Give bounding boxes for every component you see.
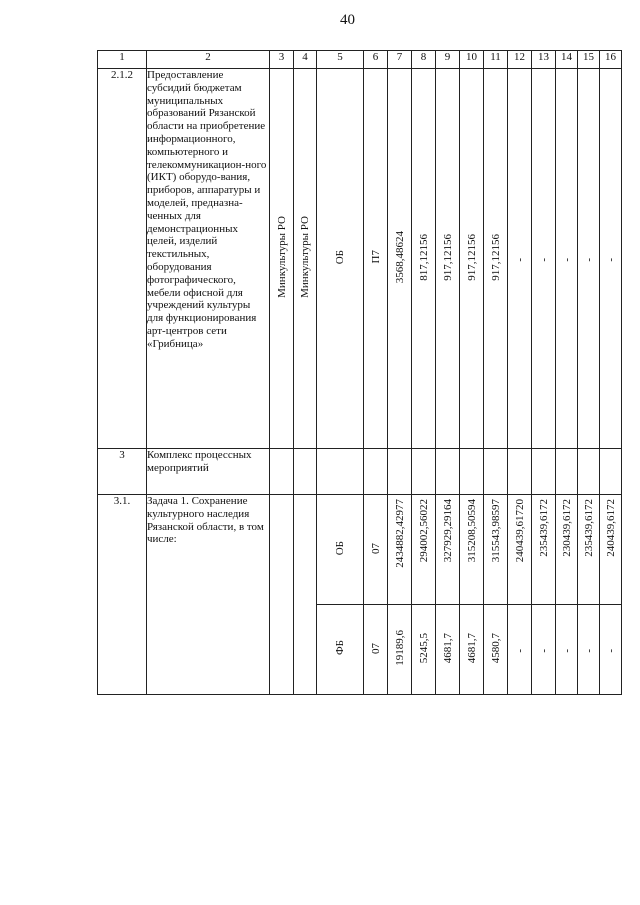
value-cell bbox=[600, 69, 622, 449]
value-text: 235439,6172 bbox=[582, 499, 595, 557]
coexecutor-text: Минкультуры РО bbox=[299, 216, 311, 298]
value-cell bbox=[600, 605, 622, 695]
source-cell bbox=[317, 495, 364, 605]
value-cell bbox=[556, 495, 578, 605]
value-text: 294002,56022 bbox=[417, 499, 430, 563]
value-cell bbox=[412, 69, 436, 449]
header-cell: 1 bbox=[98, 51, 147, 69]
value-cell bbox=[532, 495, 556, 605]
value-cell bbox=[436, 69, 460, 449]
row-name: Задача 1. Сохранение культурного наследия Рязанской области, в том числе: bbox=[147, 495, 270, 695]
header-cell: 6 bbox=[364, 51, 388, 69]
value-text: 19189,6 bbox=[393, 630, 406, 666]
value-text: 240439,6172 bbox=[604, 499, 617, 557]
table-row-3 bbox=[98, 449, 622, 495]
code-cell bbox=[364, 69, 388, 449]
value-cell bbox=[508, 69, 532, 449]
value-cell bbox=[484, 605, 508, 695]
value-cell bbox=[436, 495, 460, 605]
row-number: 3.1. bbox=[98, 495, 147, 695]
row-name: Предоставление субсидий бюджетам муниципальных образований Рязанской области на приобретение информационного, компьютерного и телекоммуникацион-ного (ИКТ) оборудо-вания, приборов, аппаратуры и моделей, предназна-ченных для демонстрационных целей, изделий текстильных, оборудования фотографического, мебели офисной для учреждений культуры для функционирования арт-центров сети «Грибница» bbox=[147, 69, 270, 449]
value-cell bbox=[556, 69, 578, 449]
row-number: 3 bbox=[98, 449, 147, 495]
executor-cell bbox=[270, 495, 294, 695]
header-cell: 4 bbox=[294, 51, 317, 69]
value-cell bbox=[556, 605, 578, 695]
header-cell: 2 bbox=[147, 51, 270, 69]
header-cell: 16 bbox=[600, 51, 622, 69]
value-cell bbox=[484, 69, 508, 449]
value-cell bbox=[388, 495, 412, 605]
source-text: ФБ bbox=[334, 640, 346, 656]
value-text: 917,12156 bbox=[441, 233, 454, 281]
value-text: 4681,7 bbox=[465, 632, 478, 664]
value-text: - bbox=[537, 648, 550, 653]
header-cell: 14 bbox=[556, 51, 578, 69]
value-text: 817,12156 bbox=[417, 233, 430, 281]
source-text: ОБ bbox=[334, 540, 346, 556]
value-cell bbox=[508, 495, 532, 605]
header-cell: 3 bbox=[270, 51, 294, 69]
code-text: 07 bbox=[369, 642, 382, 654]
page-number: 40 bbox=[340, 12, 355, 28]
value-cell bbox=[532, 605, 556, 695]
value-text: 4681,7 bbox=[441, 632, 454, 664]
budget-table bbox=[97, 50, 622, 695]
value-text: 2434882,42977 bbox=[393, 499, 406, 568]
value-text: - bbox=[537, 257, 550, 262]
coexecutor-cell bbox=[294, 69, 317, 449]
code-text: П7 bbox=[369, 250, 382, 264]
value-text: 230439,6172 bbox=[560, 499, 573, 557]
row-number: 2.1.2 bbox=[98, 69, 147, 449]
header-cell: 15 bbox=[578, 51, 600, 69]
value-cell bbox=[460, 69, 484, 449]
value-cell bbox=[412, 605, 436, 695]
value-cell bbox=[484, 495, 508, 605]
source-cell bbox=[317, 69, 364, 449]
source-cell bbox=[317, 605, 364, 695]
header-cell: 9 bbox=[436, 51, 460, 69]
value-cell bbox=[460, 495, 484, 605]
value-text: - bbox=[560, 648, 573, 653]
value-text: - bbox=[513, 257, 526, 262]
executor-text: Минкультуры РО bbox=[275, 216, 288, 298]
value-text: - bbox=[560, 257, 573, 262]
header-cell: 12 bbox=[508, 51, 532, 69]
header-cell: 5 bbox=[317, 51, 364, 69]
value-cell bbox=[508, 605, 532, 695]
value-cell bbox=[578, 605, 600, 695]
header-cell: 8 bbox=[412, 51, 436, 69]
value-text: - bbox=[582, 257, 595, 262]
value-text: - bbox=[513, 648, 526, 653]
value-cell bbox=[578, 69, 600, 449]
value-text: - bbox=[604, 257, 617, 262]
value-text: 917,12156 bbox=[489, 233, 502, 281]
value-cell bbox=[578, 495, 600, 605]
value-text: 315208,50594 bbox=[465, 499, 478, 563]
header-cell: 7 bbox=[388, 51, 412, 69]
value-text: - bbox=[582, 648, 595, 653]
header-cell: 13 bbox=[532, 51, 556, 69]
value-text: 235439,6172 bbox=[537, 499, 550, 557]
row-name: Комплекс процессных мероприятий bbox=[147, 449, 270, 495]
value-text: 3568,48624 bbox=[393, 230, 406, 284]
value-text: 327929,29164 bbox=[441, 499, 454, 563]
header-cell: 11 bbox=[484, 51, 508, 69]
value-text: 917,12156 bbox=[465, 233, 478, 281]
value-cell bbox=[600, 495, 622, 605]
table-row-3-1-ob bbox=[98, 495, 622, 605]
value-text: 4580,7 bbox=[489, 632, 502, 664]
value-cell bbox=[532, 69, 556, 449]
header-cell: 10 bbox=[460, 51, 484, 69]
table-row-2-1-2 bbox=[98, 69, 622, 449]
value-text: 315543,98597 bbox=[489, 499, 502, 563]
value-cell bbox=[412, 495, 436, 605]
coexecutor-cell bbox=[294, 495, 317, 695]
value-text: - bbox=[604, 648, 617, 653]
value-cell bbox=[436, 605, 460, 695]
header-row bbox=[98, 51, 622, 69]
value-text: 240439,61720 bbox=[513, 499, 526, 563]
code-text: 07 bbox=[369, 542, 382, 554]
executor-cell bbox=[270, 69, 294, 449]
value-cell bbox=[460, 605, 484, 695]
code-cell bbox=[364, 605, 388, 695]
code-cell bbox=[364, 495, 388, 605]
source-text: ОБ bbox=[334, 249, 346, 265]
value-cell bbox=[388, 605, 412, 695]
value-cell bbox=[388, 69, 412, 449]
value-text: 5245,5 bbox=[417, 632, 430, 664]
